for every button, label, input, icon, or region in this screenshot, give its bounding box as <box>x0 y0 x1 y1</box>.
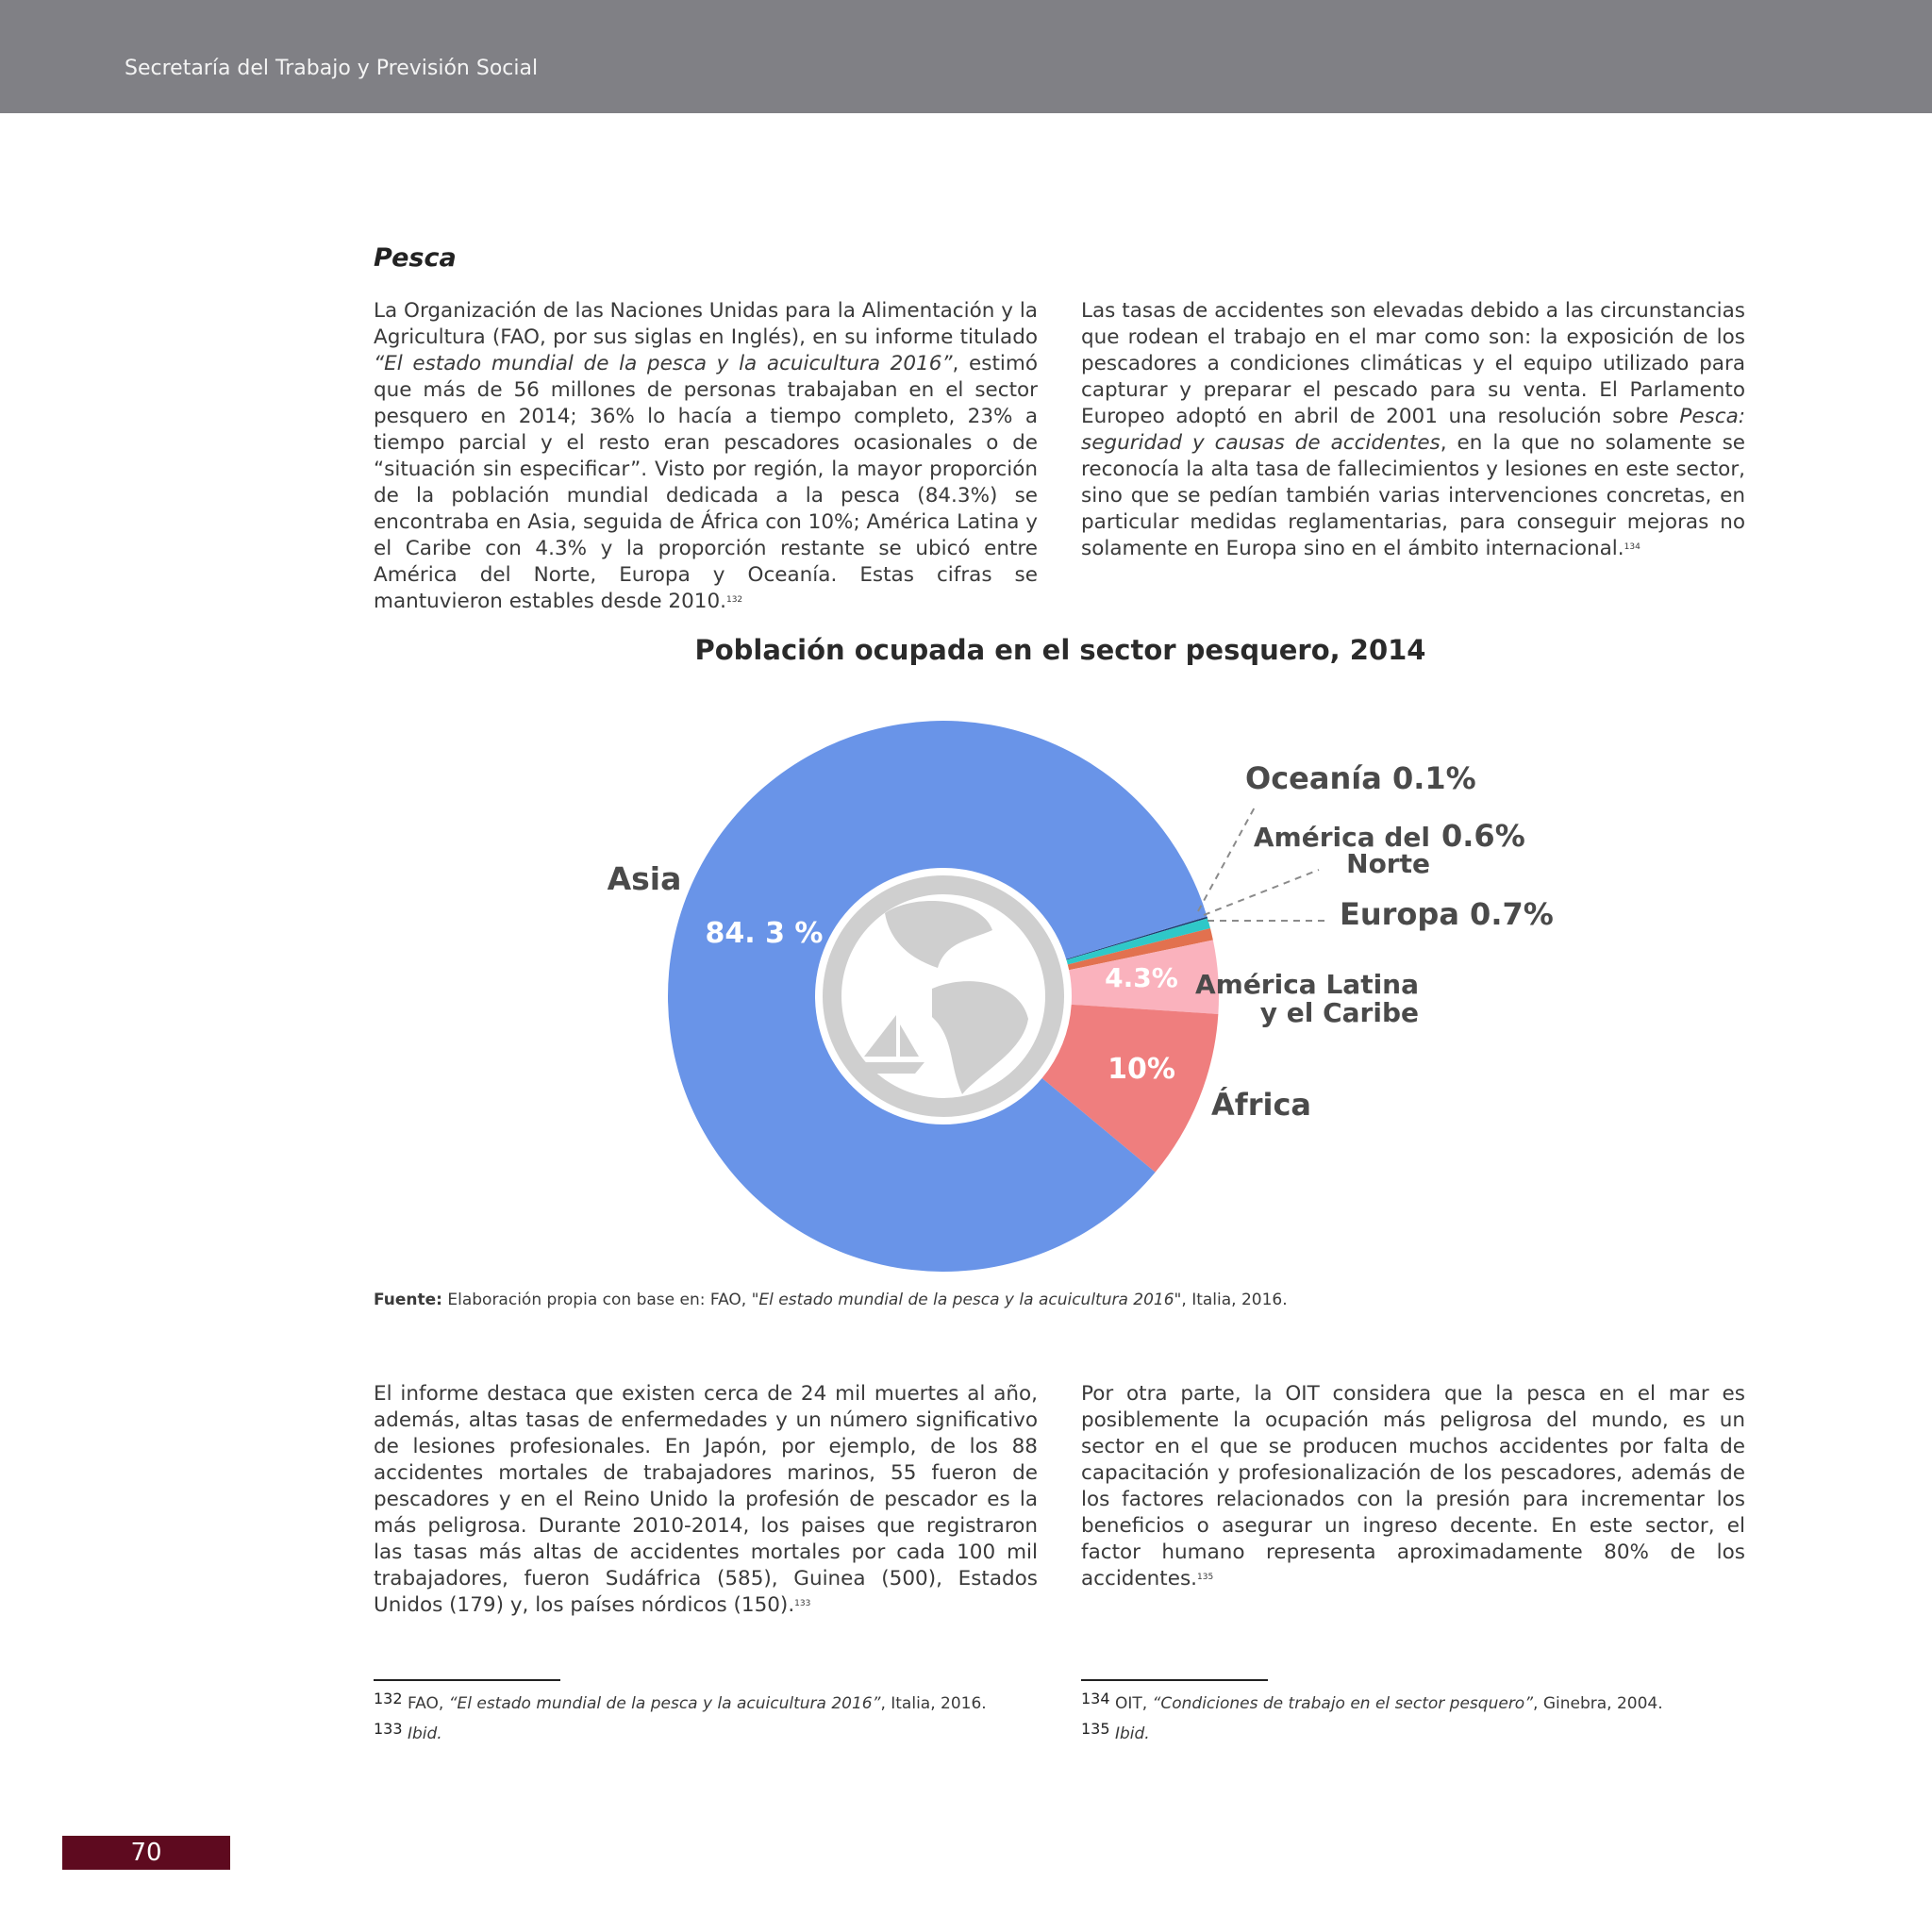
footnote-ref: 132 <box>725 595 743 605</box>
footnote-number: 132 <box>374 1690 403 1707</box>
source-text: Elaboración propia con base en: FAO, <box>441 1291 752 1309</box>
paragraph-deaths <box>374 1381 1038 1619</box>
footnote-number: 133 <box>374 1720 403 1738</box>
footnote-number: 135 <box>1081 1720 1110 1738</box>
footnote-title: “Condiciones de trabajo en el sector pesquero” <box>1152 1694 1534 1713</box>
footnote-number: 134 <box>1081 1690 1110 1707</box>
footnote-title: Ibid. <box>402 1724 442 1743</box>
page-number: 70 <box>62 1836 230 1870</box>
label-asia: Asia <box>607 860 682 897</box>
paragraph-text: , en la que no solamente se reconocía la alta tasa de fallecimientos y lesiones en este sector, sino que se pedían también varias intervenciones concretas, en particular medidas reglamentarias, para conseguir mejoras no solamente en Europa sino en el ámbito internacional. <box>1081 431 1745 560</box>
label-africa: África <box>1211 1087 1311 1123</box>
value-label-asia: 84. 3 % <box>705 917 824 950</box>
source-text: , Italia, 2016. <box>1181 1291 1288 1309</box>
paragraph-text: Por otra parte, la OIT considera que la pesca en el mar es posiblemente la ocupación más peligrosa del mundo, es un sector en el que se producen muchos accidentes por falta de capacitación y profesionalización de los pescadores, además de los factores relacionados con la presión para incrementar los beneficios o asegurar un ingreso decente. En este sector, el factor humano representa aproximadamente 80% de los accidentes. <box>1081 1382 1745 1591</box>
paragraph-text: El informe destaca que existen cerca de 24 mil muertes al año, además, altas tasas de enfermedades y un número significativo de lesiones profesionales. En Japón, por ejemplo, de los 88 accidentes mortales de trabajadores marinos, 55 fueron de pescadores y en el Reino Unido la profesión de pescador es la más peligrosa. Durante 2010-2014, los paises que registraron las tasas más altas de accidentes mortales por cada 100 mil trabajadores, fueron Sudáfrica (585), Guinea (500), Estados Unidos (179) y, los países nórdicos (150). <box>374 1382 1038 1617</box>
label-oceania: Oceanía 0.1% <box>1245 760 1476 796</box>
label-latam-line2: y el Caribe <box>1259 997 1419 1028</box>
leader-line-oceania <box>1198 804 1257 911</box>
footnote-rule <box>1081 1679 1268 1681</box>
value-label-america-norte: 0.6% <box>1441 818 1525 854</box>
label-europa: Europa 0.7% <box>1340 896 1554 932</box>
footnote-text: OIT, <box>1109 1694 1153 1713</box>
leader-line-america-norte <box>1204 870 1319 915</box>
header-title: Secretaría del Trabajo y Previsión Social <box>125 57 539 80</box>
value-label-latam: 4.3% <box>1105 962 1178 993</box>
paragraph-text: La Organización de las Naciones Unidas para la Alimentación y la Agricultura (FAO, por sus siglas en Inglés), en su informe titulado <box>374 299 1038 349</box>
globe-with-sailboat-icon <box>823 875 1064 1117</box>
footnote-135 <box>1081 1720 1150 1743</box>
footnote-ref: 135 <box>1197 1573 1214 1582</box>
footnote-text: , Italia, 2016. <box>880 1694 987 1713</box>
chart-source <box>374 1291 1288 1309</box>
report-title: “El estado mundial de la pesca y la acuicultura 2016” <box>374 352 953 375</box>
footnote-text: , Ginebra, 2004. <box>1533 1694 1663 1713</box>
footnote-text: FAO, <box>402 1694 449 1713</box>
label-latam-line1: América Latina <box>1194 969 1419 1000</box>
value-label-africa: 10% <box>1108 1053 1175 1086</box>
label-america-norte-line2: Norte <box>1346 848 1430 879</box>
resolution-title: Pesca: seguridad y causas de accidentes <box>1081 405 1745 455</box>
footnote-134 <box>1081 1690 1663 1713</box>
footnote-title: Ibid. <box>1109 1724 1150 1743</box>
footnote-ref: 134 <box>1624 542 1641 552</box>
paragraph-oit <box>1081 1381 1745 1592</box>
footnote-132 <box>374 1690 987 1713</box>
footnote-title: “El estado mundial de la pesca y la acuicultura 2016” <box>448 1694 881 1713</box>
section-title: Pesca <box>374 243 457 273</box>
source-title: "El estado mundial de la pesca y la acuicultura 2016" <box>751 1291 1182 1309</box>
paragraph-text: , estimó que más de 56 millones de personas trabajaban en el sector pesquero en 2014; 36% lo hacía a tiempo completo, 23% a tiempo parcial y el resto eran pescadores ocasionales o de “situación sin especificar”. Visto por región, la mayor proporción de la población mundial dedicada a la pesca (84.3%) se encontraba en Asia, seguida de África con 10%; América Latina y el Caribe con 4.3% y la proporción restante se ubicó entre América del Norte, Europa y Oceanía. Estas cifras se mantuvieron estables desde 2010. <box>374 352 1038 613</box>
label-america-norte-line1: América del <box>1253 822 1430 853</box>
footnote-rule <box>374 1679 560 1681</box>
footnote-133 <box>374 1720 442 1743</box>
paragraph-text: Las tasas de accidentes son elevadas debido a las circunstancias que rodean el trabajo en el mar como son: la exposición de los pescadores a condiciones climáticas y el equipo utilizado para capturar y preparar el pescado para su venta. El Parlamento Europeo adoptó en abril de 2001 una resolución sobre <box>1081 299 1745 428</box>
footnote-ref: 133 <box>794 1599 811 1608</box>
chart-title: Población ocupada en el sector pesquero, 2014 <box>694 634 1426 666</box>
source-label: Fuente: <box>374 1291 442 1309</box>
